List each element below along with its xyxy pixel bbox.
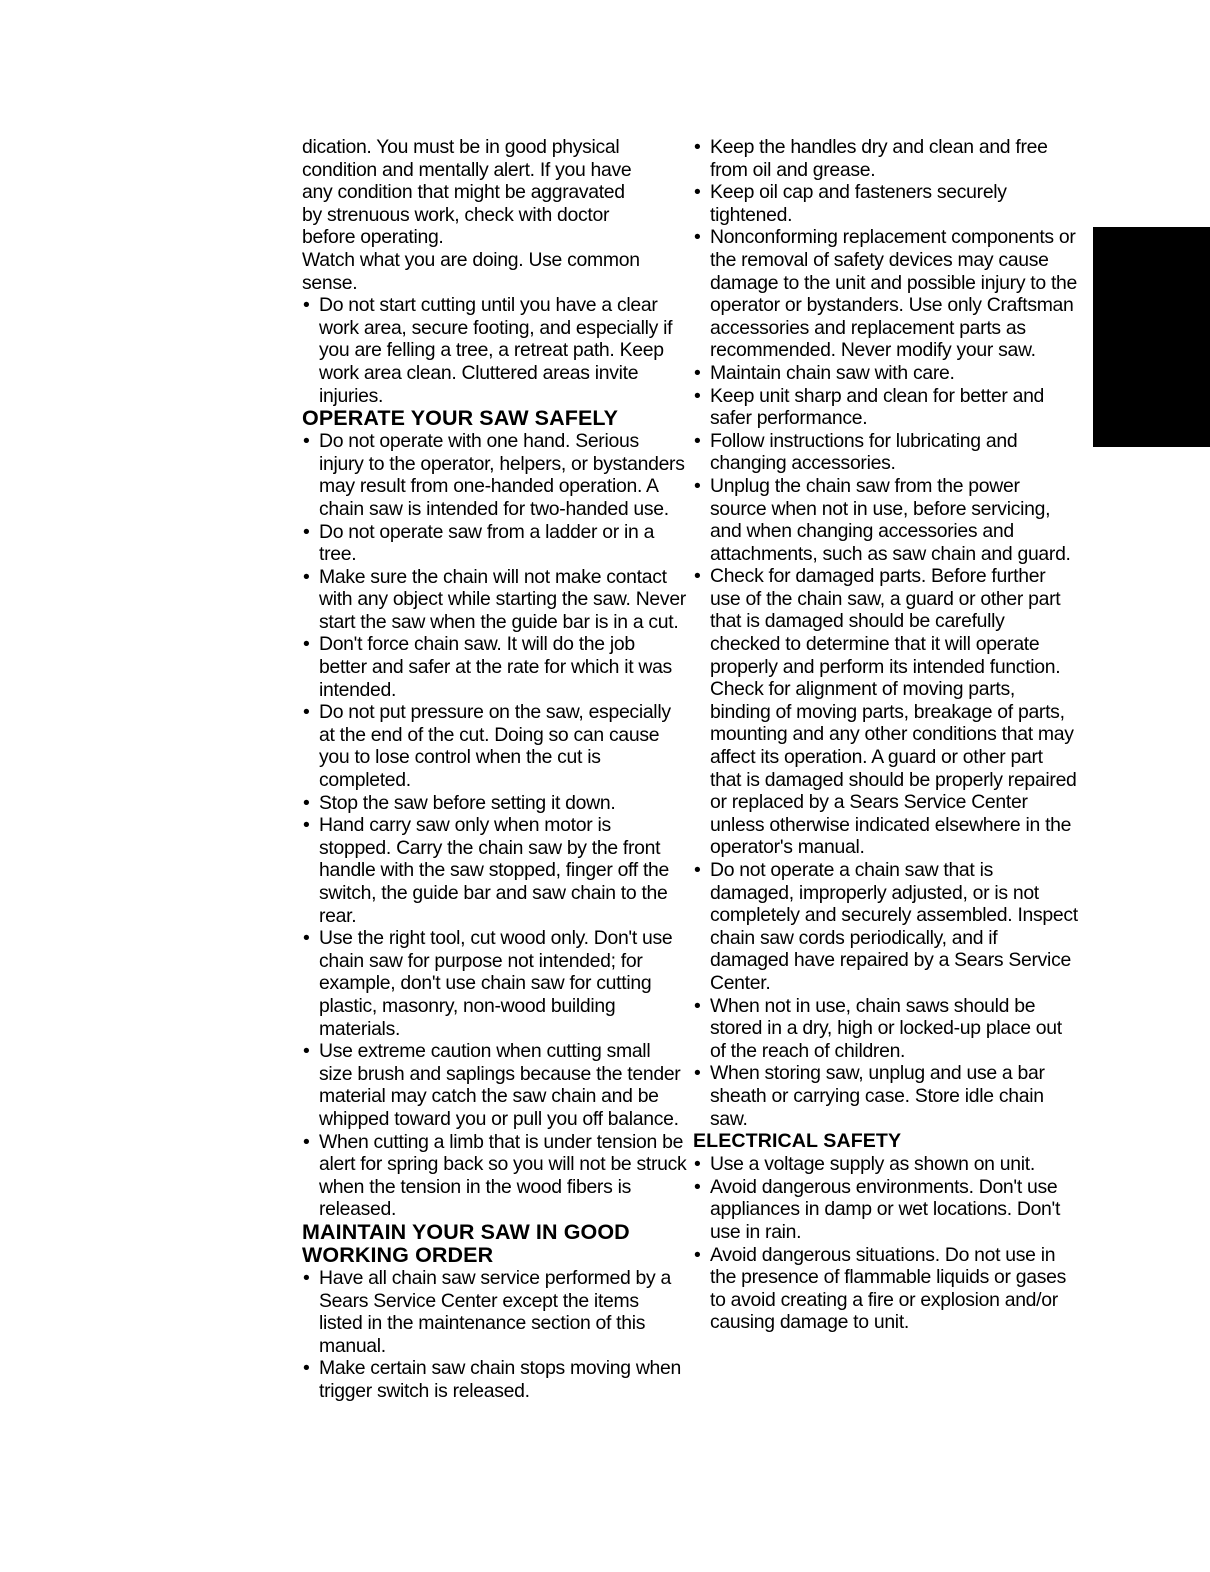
bullet-icon: • bbox=[694, 1153, 701, 1176]
list-item-text: Have all chain saw service performed by a Sears Service Center except the items listed in the maintenance section of this manual. bbox=[319, 1266, 671, 1357]
list-item-text: Do not operate a chain saw that is damaged, improperly adjusted, or is not completely and securely assembled. Inspect chain saw cords periodically, and if damaged have repaired by a Sears Service Center. bbox=[710, 859, 1078, 994]
bullet-icon: • bbox=[303, 633, 310, 656]
bullet-icon: • bbox=[303, 1357, 310, 1380]
list-item bbox=[302, 430, 687, 520]
list-item bbox=[693, 475, 1078, 565]
bullet-icon: • bbox=[303, 791, 310, 814]
list-item bbox=[302, 566, 687, 634]
list-item bbox=[693, 859, 1078, 995]
list-item bbox=[302, 1131, 687, 1221]
list-item-text: Make certain saw chain stops moving when trigger switch is released. bbox=[319, 1357, 681, 1402]
list-item-text: Nonconforming replacement components or the removal of safety devices may cause damage to the unit and possible injury to the operator or bystanders. Use only Craftsman accessories and replacement parts as recommended. Never modify your saw. bbox=[710, 226, 1078, 362]
list-item-text: Keep the handles dry and clean and free from oil and grease. bbox=[710, 136, 1048, 181]
intro-line: any condition that might be aggravated bbox=[302, 181, 625, 204]
bullet-icon: • bbox=[303, 927, 310, 950]
section-tab-marker bbox=[1093, 227, 1210, 447]
intro-line: condition and mentally alert. If you have bbox=[302, 158, 632, 181]
list-item-text: Use the right tool, cut wood only. Don't use chain saw for purpose not intended; for example, don't use chain saw for cutting plastic, masonry, non-wood building materials. bbox=[319, 927, 673, 1040]
bullet-icon: • bbox=[303, 520, 310, 543]
list-item bbox=[693, 430, 1078, 475]
list-item-text: Stop the saw before setting it down. bbox=[319, 791, 616, 814]
list-item-text: Follow instructions for lubricating and changing accessories. bbox=[710, 429, 1018, 475]
bullet-icon: • bbox=[694, 181, 701, 204]
intro-line: dication. You must be in good physical bbox=[302, 136, 620, 158]
list-item-text: Maintain chain saw with care. bbox=[710, 361, 955, 384]
list-item bbox=[693, 1153, 1078, 1176]
list-item-text: Avoid dangerous situations. Do not use in the presence of flammable liquids or gases to avoid creating a fire or explosion and/or causing damage to unit. bbox=[710, 1243, 1067, 1334]
list-item-text: Do not put pressure on the saw, especially at the end of the cut. Doing so can cause you to lose control when the cut is completed. bbox=[319, 701, 671, 792]
bullet-icon: • bbox=[694, 1175, 701, 1198]
bullet-icon: • bbox=[303, 1040, 310, 1063]
list-item bbox=[693, 1244, 1078, 1334]
list-item bbox=[693, 181, 1078, 226]
list-item-text: Do not start cutting until you have a clear work area, secure footing, and especially if you are felling a tree, a retreat path. Keep work area clean. Cluttered areas invite injuries. bbox=[319, 294, 673, 407]
list-item bbox=[302, 294, 687, 407]
intro-paragraph bbox=[302, 136, 687, 249]
list-item bbox=[302, 1040, 687, 1130]
bullet-icon: • bbox=[694, 565, 701, 588]
bullet-icon: • bbox=[303, 814, 310, 837]
bullet-icon: • bbox=[303, 701, 310, 724]
bullet-icon: • bbox=[303, 294, 310, 317]
list-item bbox=[302, 792, 687, 815]
list-item-text: Keep unit sharp and clean for better and safer performance. bbox=[710, 384, 1045, 430]
bullet-icon: • bbox=[694, 429, 701, 452]
bullet-icon: • bbox=[694, 474, 701, 497]
list-item-text: When storing saw, unplug and use a bar sheath or carrying case. Store idle chain saw. bbox=[710, 1062, 1045, 1130]
list-item bbox=[302, 633, 687, 701]
list-item bbox=[302, 814, 687, 927]
list-item-text: Hand carry saw only when motor is stopped. Carry the chain saw by the front handle with the saw stopped, finger off the switch, the guide bar and saw chain to the rear. bbox=[319, 814, 670, 927]
section-heading-maintain: MAINTAIN YOUR SAW IN GOOD WORKING ORDER bbox=[302, 1219, 630, 1267]
list-item bbox=[693, 565, 1078, 859]
list-item-text: Do not operate with one hand. Serious injury to the operator, helpers, or bystanders may result from one-handed operation. A chain saw is intended for two-handed use. bbox=[319, 430, 685, 520]
list-item bbox=[693, 1062, 1078, 1130]
intro-line: by strenuous work, check with doctor bbox=[302, 203, 610, 226]
list-item-text: Check for damaged parts. Before further use of the chain saw, a guard or other part that is damaged should be carefully checked to determine that it will operate properly and perform its intended function. Check for alignment of moving parts, binding of moving parts, breakage of parts, mounting and any other conditions that may affect its operation. A guard or other part that is damaged should be properly repaired or replaced by a Sears Service Center unless otherwise indicated elsewhere in the operator's manual. bbox=[710, 565, 1077, 859]
list-item bbox=[693, 136, 1078, 181]
list-item bbox=[302, 701, 687, 791]
bullet-icon: • bbox=[694, 361, 701, 384]
section-heading-electrical: ELECTRICAL SAFETY bbox=[693, 1130, 902, 1153]
list-item-text: Do not operate saw from a ladder or in a tree. bbox=[319, 520, 655, 566]
section-heading-operate: OPERATE YOUR SAW SAFELY bbox=[302, 406, 619, 431]
bullet-icon: • bbox=[694, 994, 701, 1017]
left-column bbox=[302, 136, 687, 1402]
bullet-icon: • bbox=[694, 1243, 701, 1266]
list-item-text: Don't force chain saw. It will do the job better and safer at the rate for which it was intended. bbox=[319, 633, 672, 701]
bullet-icon: • bbox=[694, 136, 701, 158]
list-item bbox=[302, 1357, 687, 1402]
list-item bbox=[693, 385, 1078, 430]
list-item-text: Use a voltage supply as shown on unit. bbox=[710, 1153, 1035, 1176]
watch-paragraph: Watch what you are doing. Use common sense. bbox=[302, 248, 640, 294]
right-column bbox=[693, 136, 1078, 1334]
list-item-text: When not in use, chain saws should be stored in a dry, high or locked-up place out of the reach of children. bbox=[710, 994, 1062, 1062]
list-item bbox=[693, 1176, 1078, 1244]
intro-line: before operating. bbox=[302, 226, 444, 249]
list-item-text: Unplug the chain saw from the power source when not in use, before servicing, and when changing accessories and attachments, such as saw chain and guard. bbox=[710, 474, 1071, 565]
list-item bbox=[302, 1267, 687, 1357]
list-item-text: When cutting a limb that is under tension be alert for spring back so you will not be struck when the tension in the wood fibers is released. bbox=[319, 1130, 687, 1221]
list-item-text: Use extreme caution when cutting small size brush and saplings because the tender material may catch the saw chain and be whipped toward you or pull you off balance. bbox=[319, 1040, 681, 1130]
bullet-icon: • bbox=[303, 430, 310, 453]
bullet-icon: • bbox=[694, 859, 701, 881]
list-item-text: Keep oil cap and fasteners securely tightened. bbox=[710, 181, 1007, 226]
list-item bbox=[693, 995, 1078, 1063]
bullet-icon: • bbox=[303, 565, 310, 588]
list-item-text: Make sure the chain will not make contact with any object while starting the saw. Never start the saw when the guide bar is in a cut. bbox=[319, 565, 686, 633]
list-item bbox=[693, 362, 1078, 385]
list-item bbox=[302, 927, 687, 1040]
bullet-icon: • bbox=[303, 1130, 310, 1153]
list-item bbox=[302, 521, 687, 566]
bullet-icon: • bbox=[694, 226, 701, 249]
bullet-icon: • bbox=[303, 1266, 310, 1289]
bullet-icon: • bbox=[694, 1062, 701, 1085]
bullet-icon: • bbox=[694, 384, 701, 407]
list-item-text: Avoid dangerous environments. Don't use appliances in damp or wet locations. Don't use in rain. bbox=[710, 1175, 1061, 1243]
list-item bbox=[693, 226, 1078, 362]
